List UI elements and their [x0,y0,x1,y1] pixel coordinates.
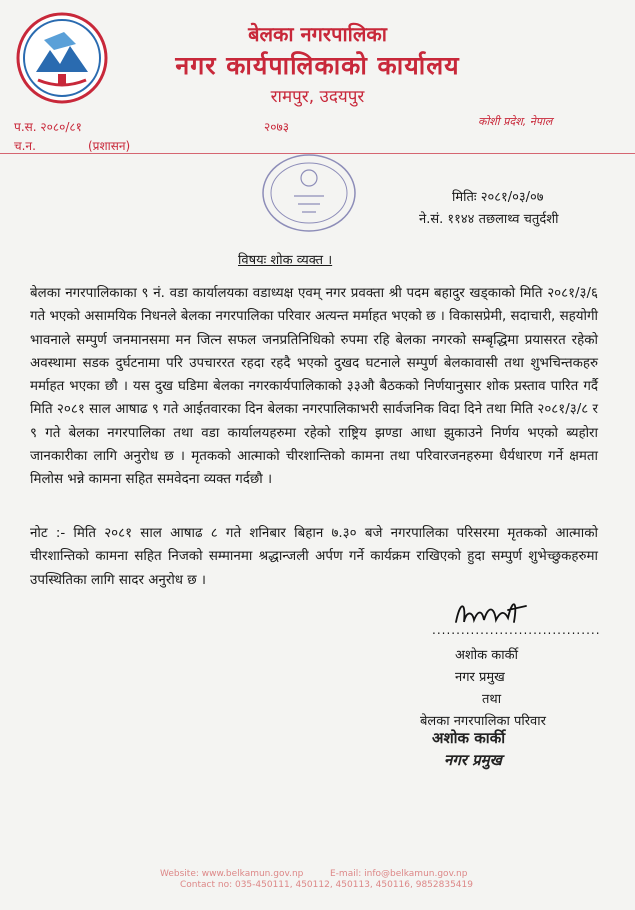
letter-date [452,187,544,205]
letter-subject: विषयः शोक व्यक्त । [238,253,333,268]
established-year: २०७३ [264,120,289,134]
nepal-sambat-date: ने.सं. ११४४ तछलाथ्व चतुर्दशी [419,212,559,227]
signatory-name: अशोक कार्की [455,648,518,663]
office-seal-stamp-icon [258,150,360,236]
name-stamp: अशोक कार्की [432,729,506,747]
office-name: नगर कार्यपालिकाको कार्यालय [175,51,460,80]
org-name: बेलका नगरपालिका [248,22,387,46]
letter-ref-number: प.स. २०८०/८१ [14,120,82,134]
dispatch-number-value: (प्रशासन) [88,139,131,153]
date-value: २०८१/०३/०७ [480,190,544,205]
footer-website: Website: www.belkamun.gov.np [160,869,304,879]
province-label: कोशी प्रदेश, नेपाल [478,115,553,128]
signatory-family: बेलका नगरपालिका परिवार [420,714,546,729]
post-stamp: नगर प्रमुख [444,751,502,769]
note-paragraph: नोट :- मिति २०८१ साल आषाढ ८ गते शनिबार बिहान ७.३० बजे नगरपालिका परिसरमा मृतकको आत्माको चीरशान्तिको कामना सहित निजको सम्मानमा श्रद्धान्जली अर्पण गर्ने कार्यक्रम राखिएको हुदा सम्पुर्ण शुभेच्छुकहरुमा उपस्थितिका लागि सादर अनुरोध छ । [30,526,598,588]
signatory-post: नगर प्रमुख [455,670,505,685]
body-paragraph: बेलका नगरपालिकाका ९ नं. वडा कार्यालयका वडाध्यक्ष एवम् नगर प्रवक्ता श्री पदम बहादुर खड्काको मिति २०८१/३/६ गते भएको असामयिक निधनले बेलका नगरपालिका परिवार अत्यन्त मर्माहत भएको छ । विकासप्रेमी, सदाचारी, सहयोगी भावनाले सम्पुर्ण जनमानसमा मन जित्न सफल जनप्रतिनिधिको रुपमा रहि बेलका नगरको सम्बृद्धिमा प्रयासरत रहेको अवस्थामा सडक दुर्घटनामा परि उपचाररत रहदा रहदै भएको दुखद घटनाले सम्पुर्ण बेलकावासी तथा शुभचिन्तकहरु मर्माहत भएका छौ । यस दुख घडिमा बेलका नगरकार्यपालिकाको ३३औ बैठकको निर्णयानुसार शोक प्रस्ताव पारित गर्दै मिति २०८१ साल आषाढ ९ गते आईतवारका दिन बेलका नगरपालिकाभरी सार्वजनिक विदा दिने तथा मिति २०८१/३/८ र ९ गते बेलका नगरपालिका तथा वडा कार्यालयहरुमा रहेको राष्ट्रिय झण्डा आधा झुकाउने निर्णय भएको ब्यहोरा जानकारीका लागि अनुरोध छ । मृतकको आत्माको चीरशान्तिको कामना तथा परिवारजनहरुमा धैर्यधारण गर्ने क्षमता मिलोस भन्ने कामना सहित समवेदना व्यक्त गर्दछौ । [30,286,598,488]
signature-line: ................................... [432,623,601,637]
dispatch-number-label: च.न. [14,139,36,153]
signatory-conjunction: तथा [482,692,502,707]
footer-email: E-mail: info@belkamun.gov.np [330,869,468,879]
footer-contact: Contact no: 035-450111, 450112, 450113, 450116, 9852835419 [180,880,473,890]
date-label: मितिः [452,190,477,205]
office-address: रामपुर, उदयपुर [270,87,365,107]
